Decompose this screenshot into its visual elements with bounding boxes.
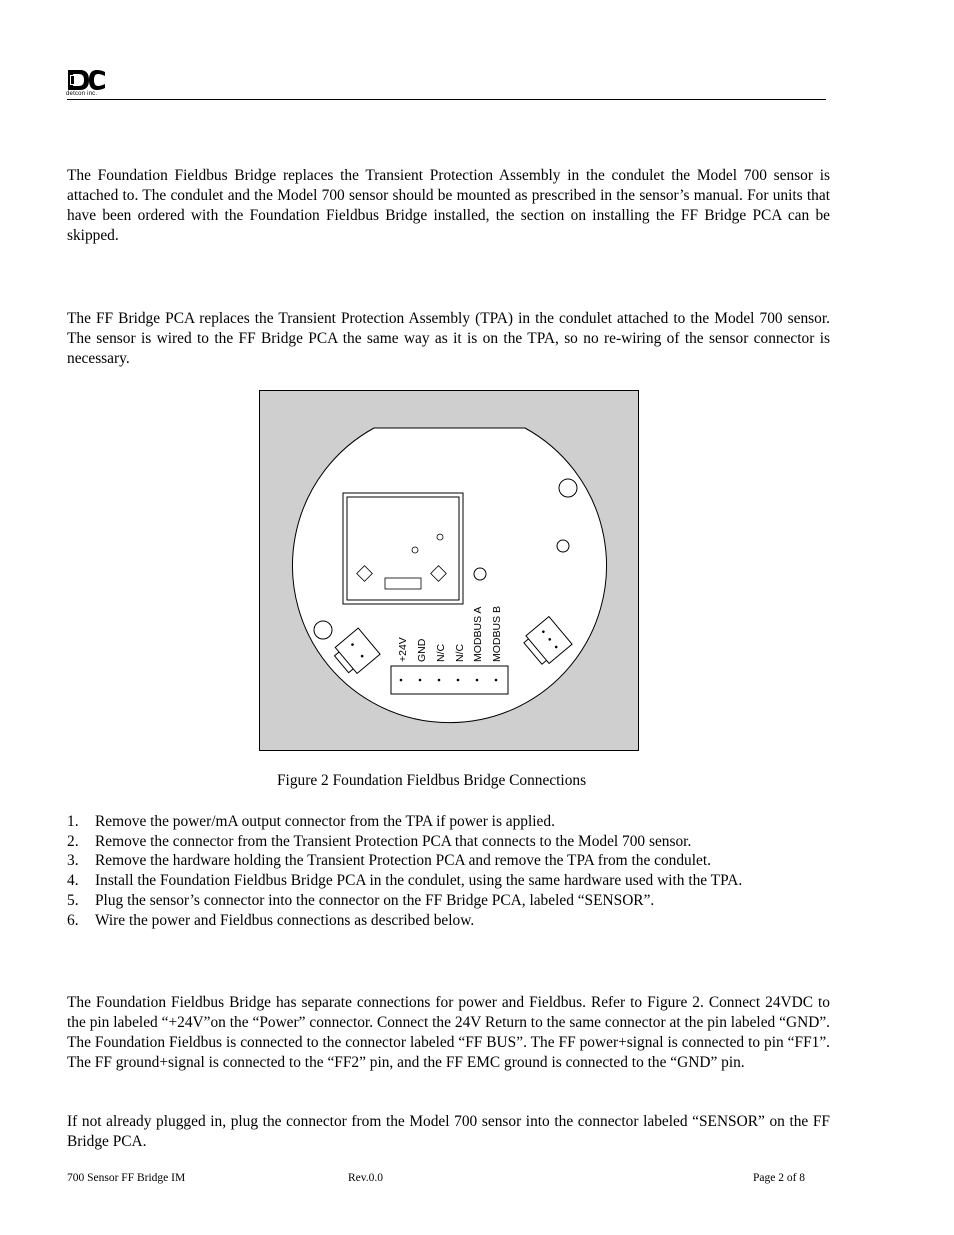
list-item (67, 891, 742, 911)
step-text: Remove the hardware holding the Transient Protection PCA and remove the TPA from the condulet. (95, 852, 711, 870)
step-number: 2. (67, 832, 79, 850)
footer-revision: Rev.0.0 (348, 1172, 384, 1184)
step-number: 1. (67, 813, 79, 830)
step-text: Remove the power/mA output connector from the TPA if power is applied. (95, 813, 555, 830)
step-text: Remove the connector from the Transient Protection PCA that connects to the Model 700 sensor. (95, 832, 692, 850)
pin-label: +24V (397, 637, 409, 662)
figure-caption: Figure 2 Foundation Fieldbus Bridge Connections (277, 772, 587, 789)
pin-label: N/C (454, 643, 466, 662)
installation-steps (67, 812, 742, 930)
list-item (67, 851, 742, 871)
list-item (67, 812, 742, 832)
step-text: Install the Foundation Fieldbus Bridge PCA in the condulet, using the same hardware used with the TPA. (95, 872, 743, 890)
wiring-paragraph: The Foundation Fieldbus Bridge has separate connections for power and Fieldbus. Refer to Figure 2. Connect 24VDC to the pin labeled “+24V”on the “Power” connector. Connect the 24V Return to the same connector at the pin labeled “GND”. The Foundation Fieldbus is connected to the connector labeled “FF BUS”. The FF power+signal is connected to pin “FF1”. The FF ground+signal is connected to the “FF2” pin, and the FF EMC ground is connected to the “GND” pin. (67, 994, 830, 1071)
step-number: 6. (67, 911, 79, 929)
step-text: Plug the sensor’s connector into the connector on the FF Bridge PCA, labeled “SENSOR”. (95, 891, 655, 909)
pin-label: N/C (435, 643, 447, 662)
footer-doc-name: 700 Sensor FF Bridge IM (67, 1172, 186, 1184)
ff-bridge-diagram (259, 390, 639, 751)
step-text: Wire the power and Fieldbus connections as described below. (95, 911, 475, 929)
header-rule (67, 99, 826, 100)
pin-label: MODBUS B (491, 605, 503, 662)
pin-label: GND (416, 638, 428, 662)
intro-paragraph: The Foundation Fieldbus Bridge replaces the Transient Protection Assembly in the condulet the Model 700 sensor is attached to. The condulet and the Model 700 sensor should be mounted as prescribed in the sensor’s manual. For units that have been ordered with the Foundation Fieldbus Bridge installed, the section on installing the FF Bridge PCA can be skipped. (67, 167, 830, 244)
list-item (67, 911, 742, 931)
sensor-paragraph: If not already plugged in, plug the connector from the Model 700 sensor into the connector labeled “SENSOR” on the FF Bridge PCA. (67, 1113, 830, 1150)
pin-label: MODBUS A (472, 606, 484, 662)
footer-page-number: Page 2 of 8 (753, 1172, 806, 1184)
list-item (67, 832, 742, 852)
mounting-hole (474, 568, 486, 580)
pin-header (391, 666, 508, 694)
step-number: 3. (67, 852, 79, 870)
step-number: 4. (67, 872, 79, 890)
mounting-hole (557, 540, 569, 552)
mounting-hole (314, 621, 332, 639)
mounting-hole (559, 479, 577, 497)
list-item (67, 871, 742, 891)
install-paragraph: The FF Bridge PCA replaces the Transient Protection Assembly (TPA) in the condulet attached to the Model 700 sensor. The sensor is wired to the FF Bridge PCA the same way as it is on the TPA, so no re-wiring of the sensor connector is necessary. (67, 310, 830, 367)
logo-text: detcon inc. (66, 91, 98, 97)
step-number: 5. (67, 891, 79, 909)
